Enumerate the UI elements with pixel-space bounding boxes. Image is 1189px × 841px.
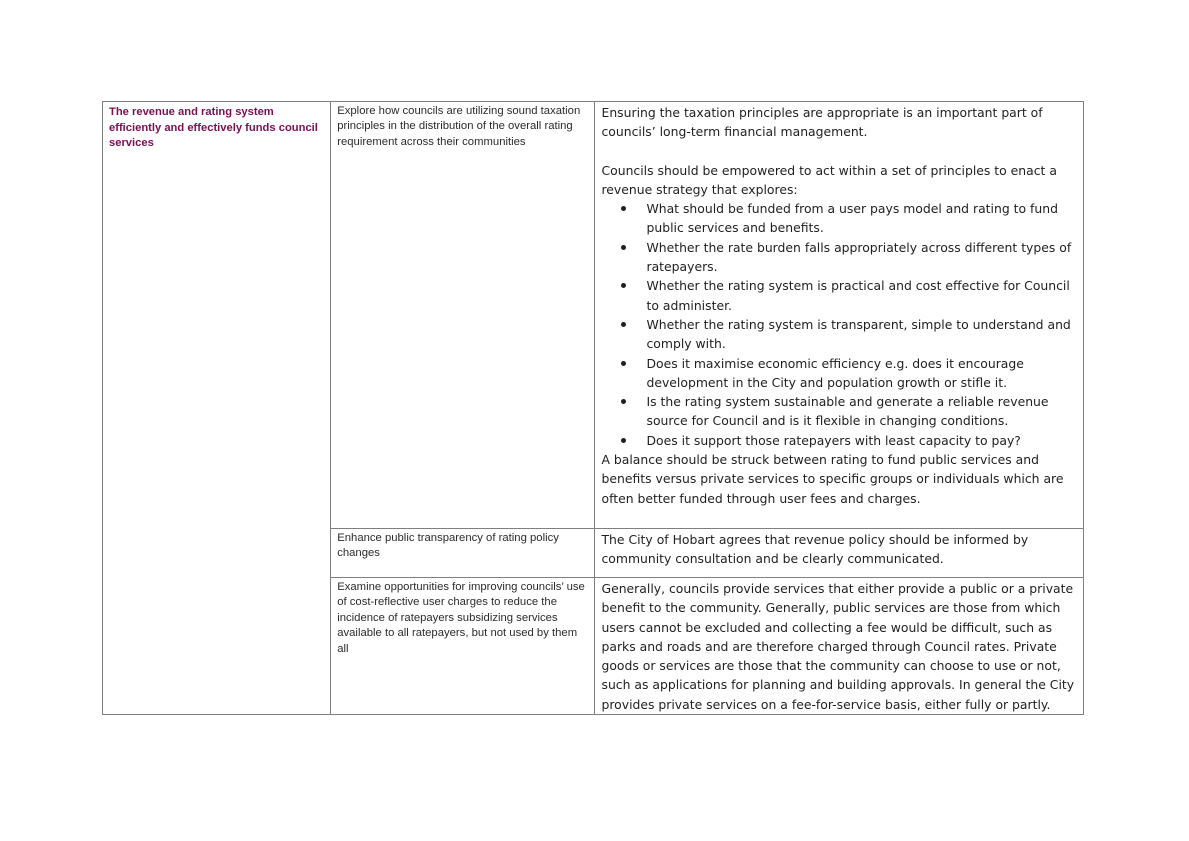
recommendation-cell — [331, 528, 595, 577]
response-paragraph: The City of Hobart agrees that revenue policy should be informed by community consultation and be clearly communicated. — [601, 531, 1029, 567]
list-item — [646, 431, 1077, 450]
bullet-icon — [621, 283, 626, 288]
list-item — [646, 238, 1077, 277]
table-row — [103, 102, 1084, 529]
list-item-text: Whether the rating system is transparent, simple to understand and comply with. — [646, 316, 1071, 352]
section-heading — [103, 102, 331, 715]
list-item — [646, 354, 1077, 393]
recommendation-text: Explore how councils are utilizing sound taxation principles in the distribution of the overall rating requirement across their communities — [337, 105, 581, 148]
bullet-icon — [621, 245, 626, 250]
recommendation-cell — [331, 102, 595, 529]
response-cell — [595, 528, 1084, 577]
list-item — [646, 199, 1077, 238]
recommendation-text: Enhance public transparency of rating policy changes — [337, 531, 559, 560]
list-item — [646, 315, 1077, 354]
bullet-icon — [621, 322, 626, 327]
list-item — [646, 392, 1077, 431]
bullet-icon — [621, 438, 626, 443]
recommendation-text: Examine opportunities for improving councils’ use of cost-reflective user charges to reduce the incidence of ratepayers subsidizing services available to all ratepayers, but not used by them all — [337, 580, 585, 655]
recommendation-cell — [331, 577, 595, 714]
response-cell — [595, 577, 1084, 714]
list-item-text: Whether the rate burden falls appropriately across different types of ratepayers. — [646, 239, 1072, 275]
submission-table — [102, 101, 1084, 715]
response-bullet-list — [601, 199, 1077, 450]
bullet-icon — [621, 361, 626, 366]
section-heading-text: The revenue and rating system efficiently and effectively funds council services — [109, 106, 318, 149]
list-item-text: Does it support those ratepayers with least capacity to pay? — [646, 432, 1021, 448]
list-item-text: Is the rating system sustainable and generate a reliable revenue source for Council and is it flexible in changing conditions. — [646, 394, 1049, 429]
bullet-icon — [621, 206, 626, 211]
list-item-text: Does it maximise economic efficiency e.g. does it encourage development in the City and population growth or stifle it. — [646, 355, 1024, 390]
paragraph-spacer — [601, 142, 1077, 161]
list-item-text: What should be funded from a user pays model and rating to fund public services and benefits. — [646, 201, 1058, 236]
list-item-text: Whether the rating system is practical and cost effective for Council to administer. — [646, 278, 1070, 313]
response-paragraph: Generally, councils provide services that either provide a public or a private benefit to the community. Generally, public services are those from which users cannot be excluded and collecting a fee would be difficult, such as parks and roads and are therefore charged through Council rates. Private goods or services are those that the community can choose to use or not, such as applications for planning and building approvals. In general the City provides private services on a fee-for-service basis, either fully or partly. — [601, 580, 1075, 712]
response-cell — [595, 102, 1084, 529]
bullet-icon — [621, 399, 626, 404]
response-paragraph: Ensuring the taxation principles are appropriate is an important part of councils’ long-term financial management. — [601, 105, 1043, 140]
response-paragraph: Councils should be empowered to act within a set of principles to enact a revenue strategy that explores: — [601, 162, 1057, 197]
response-paragraph: A balance should be struck between rating to fund public services and benefits versus private services to specific groups or individuals which are often better funded through user fees and charges. — [601, 452, 1064, 506]
list-item — [646, 276, 1077, 315]
